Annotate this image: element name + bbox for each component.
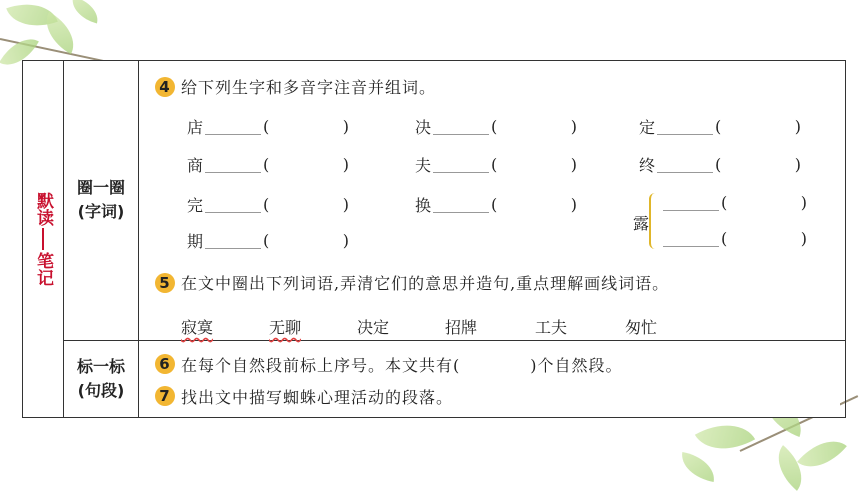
section-label-words-line2: (字词) [77,202,125,222]
polyphone-char: 露 [633,214,650,233]
char-item[interactable]: 店 ( ) [187,117,350,137]
char-item[interactable]: 决 ( ) [415,117,578,137]
vocab-word: 无聊 [269,318,302,337]
question-4-text: 给下列生字和多音字注音并组词。 [181,78,437,97]
question-number-badge: 5 [155,273,175,293]
question-number-badge: 4 [155,77,175,97]
question-6-text-before: 在每个自然段前标上序号。本文共有( [181,355,461,375]
char-item[interactable]: 夫 ( ) [415,155,578,175]
char-item[interactable]: 换 ( ) [415,195,578,215]
section-label-sentences-line1: 标一标 [76,356,125,376]
vocab-word: 匆忙 [625,318,658,337]
char-item[interactable]: 定 ( ) [639,117,802,137]
question-5 [155,271,669,294]
vocab-word: 寂寞 [181,318,214,337]
question-5-text: 在文中圈出下列词语,弄清它们的意思并造句,重点理解画线词语。 [181,274,670,293]
question-4 [155,75,436,98]
section-label-sentences-line2: (句段) [77,380,125,400]
vocab-word: 招牌 [445,318,478,337]
char-item[interactable]: 商 ( ) [187,155,350,175]
side-label-top: 默读 [33,192,53,226]
question-7 [155,385,453,408]
char-item[interactable]: 完 ( ) [187,195,350,215]
polyphone-brace [649,193,657,249]
char-item[interactable]: 期 ( ) [187,231,350,251]
section-content-words [139,61,846,341]
section-content-sentences [139,340,846,417]
section-label-words-line1: 圈一圈 [76,178,125,198]
side-label-dash [42,228,44,250]
question-6 [155,353,623,376]
section-label-words [64,61,139,341]
worksheet-table [22,60,846,418]
section-label-sentences [64,340,139,417]
question-7-text: 找出文中描写蜘蛛心理活动的段落。 [181,387,454,407]
polyphone-reading-2[interactable]: ( ) [661,229,807,248]
char-item[interactable]: 终 ( ) [639,155,802,175]
vocab-word: 决定 [357,318,390,337]
polyphone-reading-1[interactable]: ( ) [661,193,807,212]
question-number-badge: 6 [155,354,175,374]
question-number-badge: 7 [155,386,175,406]
side-label [23,61,64,418]
vocab-word: 工夫 [535,318,568,337]
question-6-text-after: )个自然段。 [530,355,623,375]
side-label-bottom: 笔记 [33,252,53,286]
